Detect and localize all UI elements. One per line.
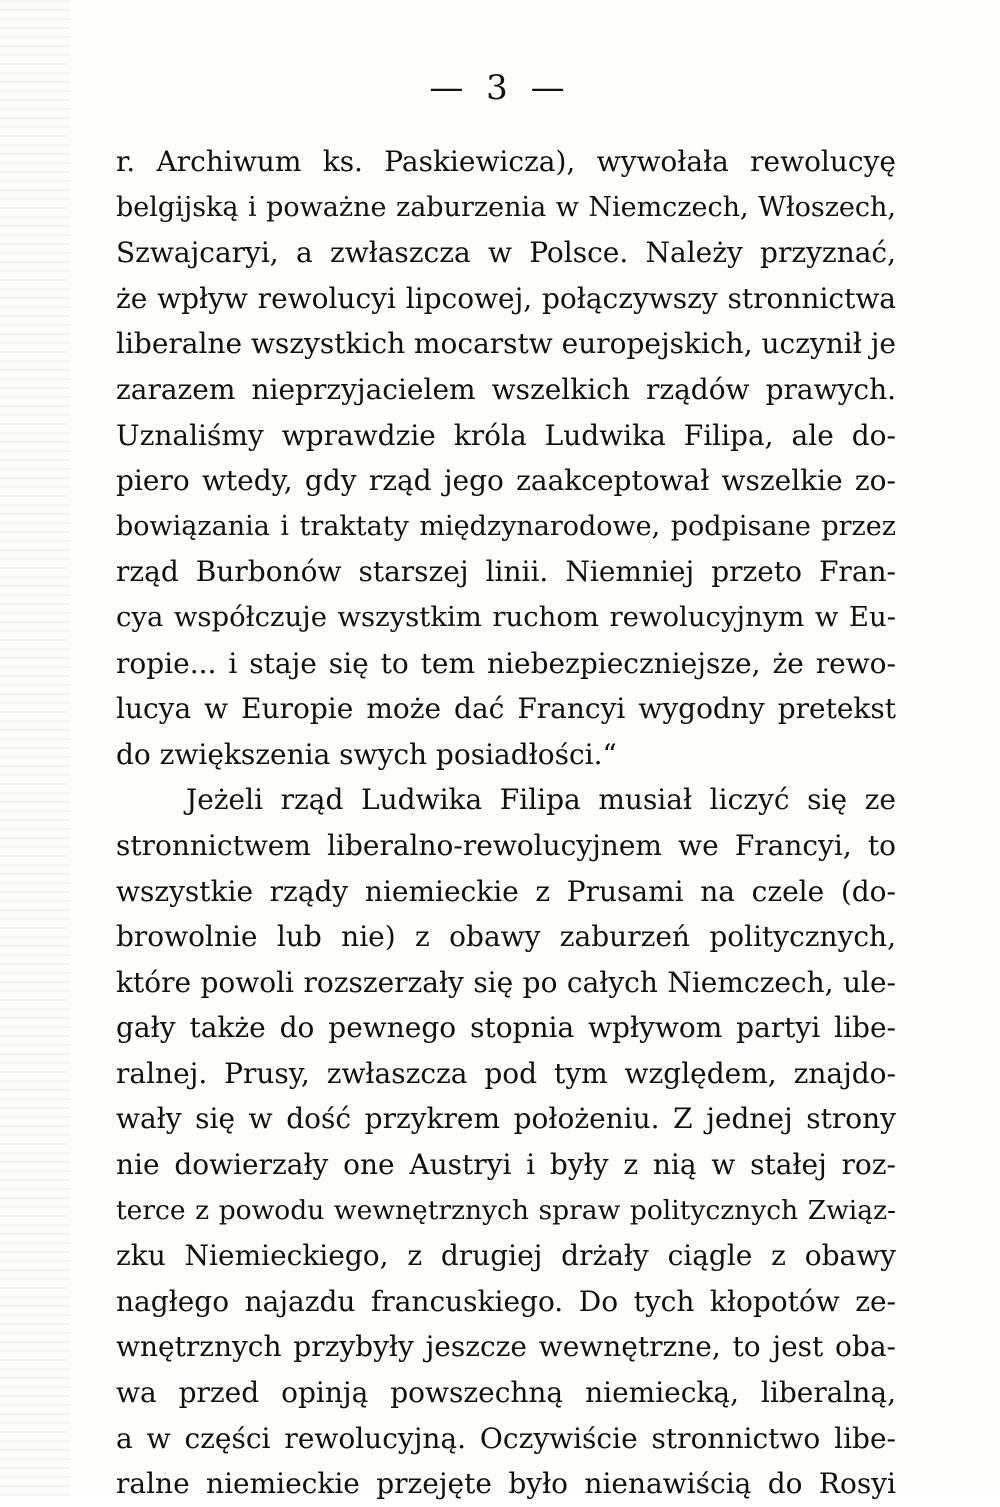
text-line: wa przed opinją powszechną niemiecką, liberalną, bbox=[116, 1376, 896, 1410]
text-line: wnętrznych przybyły jeszcze wewnętrzne, to jest oba- bbox=[116, 1330, 896, 1364]
text-line: piero wtedy, gdy rząd jego zaakceptował wszelkie zo- bbox=[116, 464, 896, 498]
text-line: stronnictwem liberalno-rewolucyjnem we Francyi, to bbox=[116, 828, 896, 862]
text-line: rząd Burbonów starszej linii. Niemniej przeto Fran- bbox=[116, 555, 896, 589]
text-line: liberalne wszystkich mocarstw europejskich, uczynił je bbox=[116, 327, 896, 361]
text-line: Szwajcaryi, a zwłaszcza w Polsce. Należy przyznać, bbox=[116, 236, 896, 270]
text-line: belgijską i poważne zaburzenia w Niemczech, Włoszech, bbox=[116, 191, 896, 223]
text-line: ropie... i staje się to tem niebezpieczniejsze, że rewo- bbox=[116, 646, 896, 680]
text-line: wały się w dość przykrem położeniu. Z jednej strony bbox=[116, 1102, 896, 1136]
text-line: nie dowierzały one Austryi i były z nią w stałej roz- bbox=[116, 1148, 896, 1182]
text-line: r. Archiwum ks. Paskiewicza), wywołała rewolucyę bbox=[116, 145, 896, 178]
text-line: Jeżeli rząd Ludwika Filipa musiał liczyć się ze bbox=[186, 783, 896, 817]
text-line: nagłego najazdu francuskiego. Do tych kłopotów ze- bbox=[116, 1284, 896, 1318]
body-text bbox=[116, 139, 896, 1507]
text-line: cya współczuje wszystkim ruchom rewolucyjnym w Eu- bbox=[116, 600, 896, 633]
text-line: które powoli rozszerzały się po całych Niemczech, ule- bbox=[116, 965, 896, 999]
text-line: Uznaliśmy wprawdzie króla Ludwika Filipa, ale do- bbox=[116, 418, 896, 452]
text-line: lucya w Europie może dać Francyi wygodny pretekst bbox=[116, 692, 896, 726]
text-line: wszystkie rządy niemieckie z Prusami na czele (do- bbox=[116, 874, 896, 908]
text-line: ralnej. Prusy, zwłaszcza pod tym względem, znajdo- bbox=[116, 1056, 896, 1090]
text-line: a w części rewolucyjną. Oczywiście stronnictwo libe- bbox=[116, 1421, 896, 1455]
scan-edge-shadow bbox=[0, 0, 70, 1496]
text-line: że wpływ rewolucyi lipcowej, połączywszy stronnictwa bbox=[116, 281, 896, 315]
page-number: — 3 — bbox=[429, 68, 571, 108]
text-line: ralne niemieckie przejęte było nienawiścią do Rosyi bbox=[116, 1467, 896, 1501]
text-line: browolnie lub nie) z obawy zaburzeń politycznych, bbox=[116, 920, 896, 954]
text-line: zarazem nieprzyjacielem wszelkich rządów prawych. bbox=[116, 372, 896, 406]
text-line: gały także do pewnego stopnia wpływom partyi libe- bbox=[116, 1011, 896, 1045]
text-line: zku Niemieckiego, z drugiej drżały ciągle z obawy bbox=[116, 1239, 896, 1273]
text-line: do zwiększenia swych posiadłości.“ bbox=[116, 737, 617, 771]
text-line: bowiązania i traktaty międzynarodowe, podpisane przez bbox=[116, 510, 896, 542]
text-line: terce z powodu wewnętrznych spraw politycznych Związ- bbox=[116, 1194, 896, 1226]
